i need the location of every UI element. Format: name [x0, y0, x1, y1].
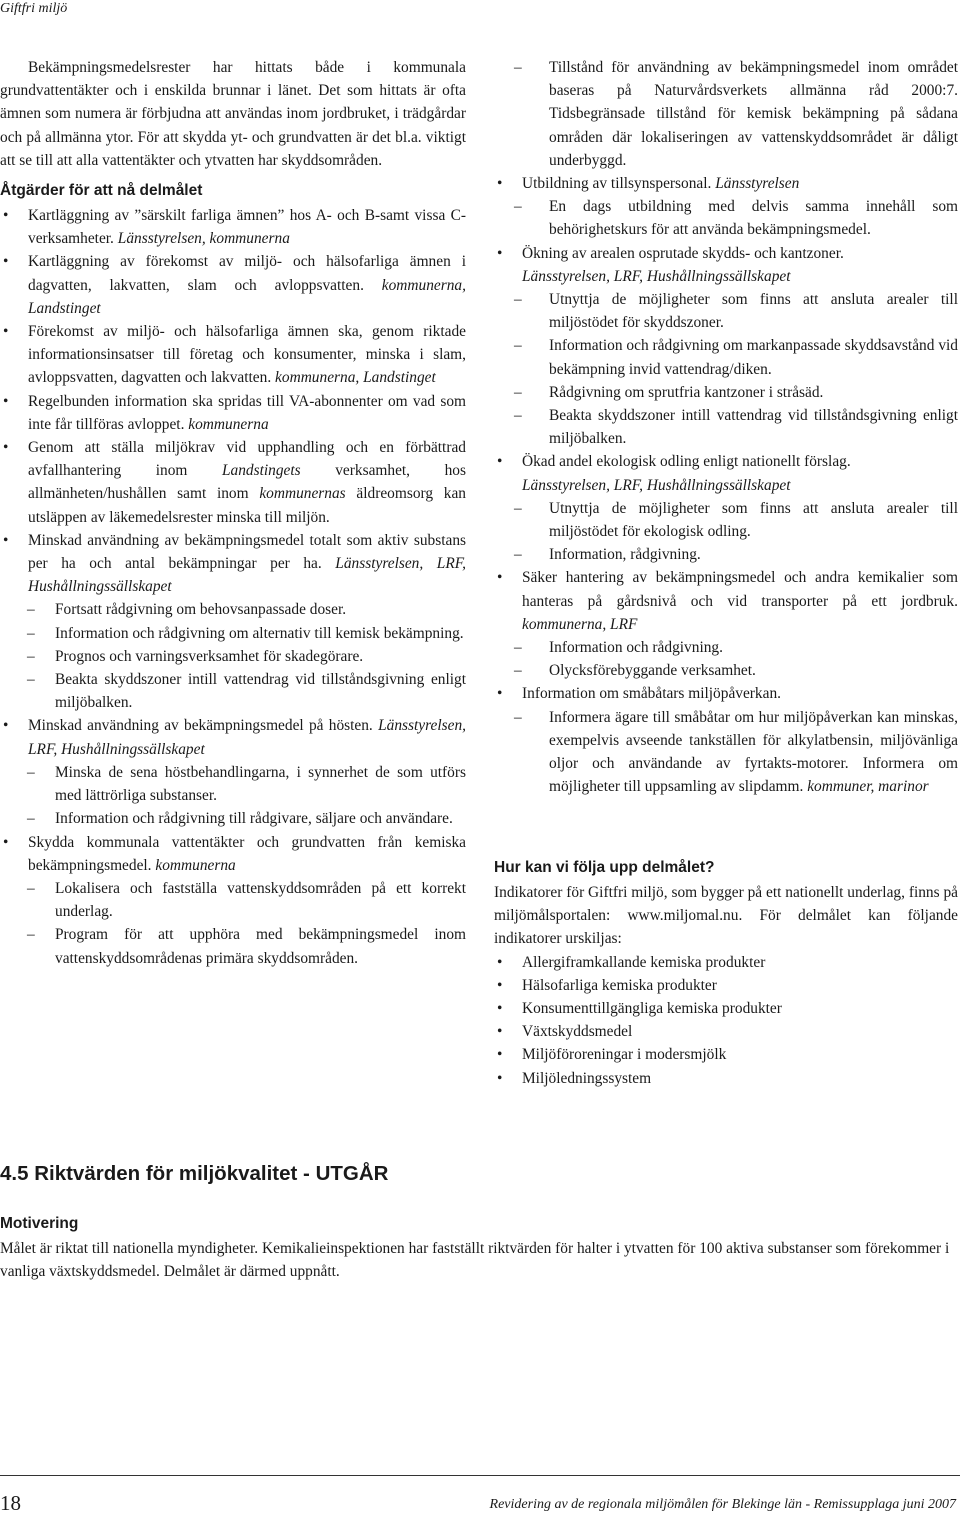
followup-heading: Hur kan vi följa upp delmålet? — [494, 859, 715, 876]
sub-list-item: – Information och rådgivning om alternativ till kemisk bekämpning. — [0, 622, 466, 645]
indicator-item: • Växtskyddsmedel — [494, 1020, 958, 1043]
sub-list-item: – Program för att upphöra med bekämpningsmedel inom vattenskyddsområdenas primära skyddsområden. — [0, 923, 466, 969]
indicator-item: • Konsumenttillgängliga kemiska produkter — [494, 997, 958, 1020]
page-number: 18 — [0, 1491, 21, 1515]
list-item: • Ökad andel ekologisk odling enligt nationellt förslag. Länsstyrelsen, LRF, Hushållningssällskapet — [494, 450, 958, 496]
list-item: • Kartläggning av ”särskilt farliga ämnen” hos A- och B-samt vissa C-verksamheter. Länsstyrelsen, kommunerna — [0, 204, 466, 250]
responsible-label: kommunerna — [188, 415, 269, 433]
list-item: • Minskad användning av bekämpningsmedel totalt som aktiv substans per ha och antal bekämpningar per ha. Länsstyrelsen, LRF, Hushållningssällskapet — [0, 529, 466, 599]
list-item: • Förekomst av miljö- och hälsofarliga ämnen ska, genom riktade informationsinsatser till företag och konsumenter, minska i slam, avloppsvatten, dagvatten och lakvatten. kommunerna, Landstinget — [0, 320, 466, 390]
sub-list-item: – Information och rådgivning till rådgivare, säljare och användare. — [0, 807, 466, 830]
sub-list-item: – Olycksförebyggande verksamhet. — [494, 659, 958, 682]
sub-list-item: – Tillstånd för användning av bekämpningsmedel inom området baseras på Naturvårdsverkets allmänna råd 2000:7. Tidsbegränsade tillstånd för kemisk bekämpning på sådana områden där lokaliseringen av vattenskyddsområdet är dåligt underbyggd. — [494, 56, 958, 172]
sub-list-item: – Information och rådgivning. — [494, 636, 958, 659]
sub-list-item: – Rådgivning om sprutfria kantzoner i stråsäd. — [494, 381, 958, 404]
measures-list — [0, 204, 466, 598]
responsible-label: Länsstyrelsen, kommunerna — [117, 230, 290, 248]
left-column — [0, 56, 466, 970]
motivering-text: Målet är riktat till nationella myndigheter. Kemikalieinspektionen har fastställt riktvärden för halter i ytvatten för 100 aktiva substanser som förekommer i vanliga växtskyddsmedel. Delmålet är därmed uppnått. — [0, 1240, 950, 1281]
sub-list-item: – Beakta skyddszoner intill vattendrag vid tillståndsgivning enligt miljöbalken. — [494, 404, 958, 450]
responsible-label: Länsstyrelsen, LRF, Hushållningssällskapet — [28, 717, 466, 758]
indicator-item: • Hälsofarliga kemiska produkter — [494, 974, 958, 997]
sub-list — [0, 877, 466, 970]
sub-list-item: – Prognos och varningsverksamhet för skadegörare. — [0, 645, 466, 668]
motivering-heading: Motivering — [0, 1215, 79, 1232]
responsible-label: kommunerna — [155, 856, 236, 874]
sub-list-item: – Information och rådgivning om markanpassade skyddsavstånd vid bekämpning invid vattendrag/diken. — [494, 334, 958, 380]
intro-paragraph: Bekämpningsmedelsrester har hittats både i kommunala grundvattentäkter och i enskilda brunnar i länet. Det som hittats är ofta ämnen som numera är förbjudna att användas inom jordbruket, i trädgårdar och på allmänna ytor. För att skydda yt- och grundvatten är det bl.a. viktigt att se till att alla vattentäkter och ytvatten har skyddsområden. — [0, 59, 466, 169]
list-item: • Minskad användning av bekämpningsmedel på hösten. Länsstyrelsen, LRF, Hushållningssällskapet — [0, 714, 466, 760]
sub-list-item: – Utnyttja de möjligheter som finns att ansluta arealer till miljöstödet för skyddszoner. — [494, 288, 958, 334]
sub-list-item: – Utnyttja de möjligheter som finns att ansluta arealer till miljöstödet för ekologisk odling. — [494, 497, 958, 543]
indicator-item: • Miljöföroreningar i modersmjölk — [494, 1043, 958, 1066]
followup-paragraph: Indikatorer för Giftfri miljö, som bygger på ett nationellt underlag, finns på miljömålsportalen: www.miljomal.nu. För delmålet kan följande indikatorer urskiljas: — [494, 884, 958, 948]
right-column — [494, 56, 958, 799]
list-item: • Kartläggning av förekomst av miljö- och hälsofarliga ämnen i dagvatten, lakvatten, slam och avloppsvatten. kommunerna, Landstinget — [0, 250, 466, 320]
sub-list-item: – En dags utbildning med delvis samma innehåll som behörighetskurs för att använda bekämpningsmedel. — [494, 195, 958, 241]
list-item: • Genom att ställa miljökrav vid upphandling och en förbättrad avfallhantering inom Landstingets verksamhet, hos allmänheten/hushållen samt inom kommunernas äldreomsorg kan utsläppen av läkemedelsrester minska till miljön. — [0, 436, 466, 529]
indicator-list — [494, 951, 958, 1090]
sub-list-item: – Fortsatt rådgivning om behovsanpassade doser. — [0, 598, 466, 621]
list-item: • Skydda kommunala vattentäkter och grundvatten från kemiska bekämpningsmedel. kommunerna — [0, 831, 466, 877]
sub-list-item: – Minska de sena höstbehandlingarna, i synnerhet de som utförs med lättrörliga substanser. — [0, 761, 466, 807]
motivering-block — [0, 1213, 960, 1283]
responsible-label: kommunerna, Landstinget — [275, 369, 436, 387]
responsible-label: Länsstyrelsen, LRF, Hushållningssällskapet — [28, 555, 466, 596]
indicator-item: • Allergiframkallande kemiska produkter — [494, 951, 958, 974]
sub-list — [0, 761, 466, 831]
responsible-label: Länsstyrelsen — [715, 175, 800, 193]
list-item: • Ökning av arealen osprutade skydds- och kantzoner. Länsstyrelsen, LRF, Hushållningssällskapet — [494, 242, 958, 288]
measures-heading: Åtgärder för att nå delmålet — [0, 182, 203, 200]
sub-list-item: – Beakta skyddszoner intill vattendrag vid tillståndsgivning enligt miljöbalken. — [0, 668, 466, 714]
responsible-label: kommunerna, LRF — [522, 615, 638, 633]
followup-section — [494, 857, 958, 1090]
responsible-label: Länsstyrelsen, LRF, Hushållningssällskapet — [522, 476, 791, 494]
sub-list-item: – Information, rådgivning. — [494, 543, 958, 566]
sub-list — [0, 598, 466, 714]
footer-divider — [0, 1475, 960, 1476]
indicator-item: • Miljöledningssystem — [494, 1067, 958, 1090]
footer-title: Revidering av de regionala miljömålen för Blekinge län - Remissupplaga juni 2007 — [489, 1497, 956, 1512]
list-item: • Regelbunden information ska spridas till VA-abonnenter om vad som inte får tillföras avloppet. kommunerna — [0, 390, 466, 436]
section-title: 4.5 Riktvärden för miljökvalitet - UTGÅR — [0, 1162, 389, 1185]
sub-list-item: – Lokalisera och fastställa vattenskyddsområden på ett korrekt underlag. — [0, 877, 466, 923]
list-item: • Information om småbåtars miljöpåverkan. — [494, 682, 958, 705]
list-item: • Säker hantering av bekämpningsmedel och andra kemikalier som hanteras på gårdsnivå och vid transporter på ett jordbruk. kommunerna, LRF — [494, 566, 958, 636]
list-item: • Utbildning av tillsynspersonal. Länsstyrelsen — [494, 172, 958, 195]
running-header: Giftfri miljö — [0, 1, 68, 16]
responsible-label: kommuner, marinor — [807, 778, 929, 796]
sub-list-item: – Informera ägare till småbåtar om hur miljöpåverkan kan minskas, exempelvis avseende tankställen för alkylatbensin, miljövänliga oljor och användande av fyrtakts-motorer. Informera om möjligheter till uppsamling av slipdamm. kommuner, marinor — [494, 706, 958, 799]
responsible-label: Länsstyrelsen, LRF, Hushållningssällskapet — [522, 267, 791, 285]
responsible-label: kommunerna, Landstinget — [28, 276, 466, 317]
